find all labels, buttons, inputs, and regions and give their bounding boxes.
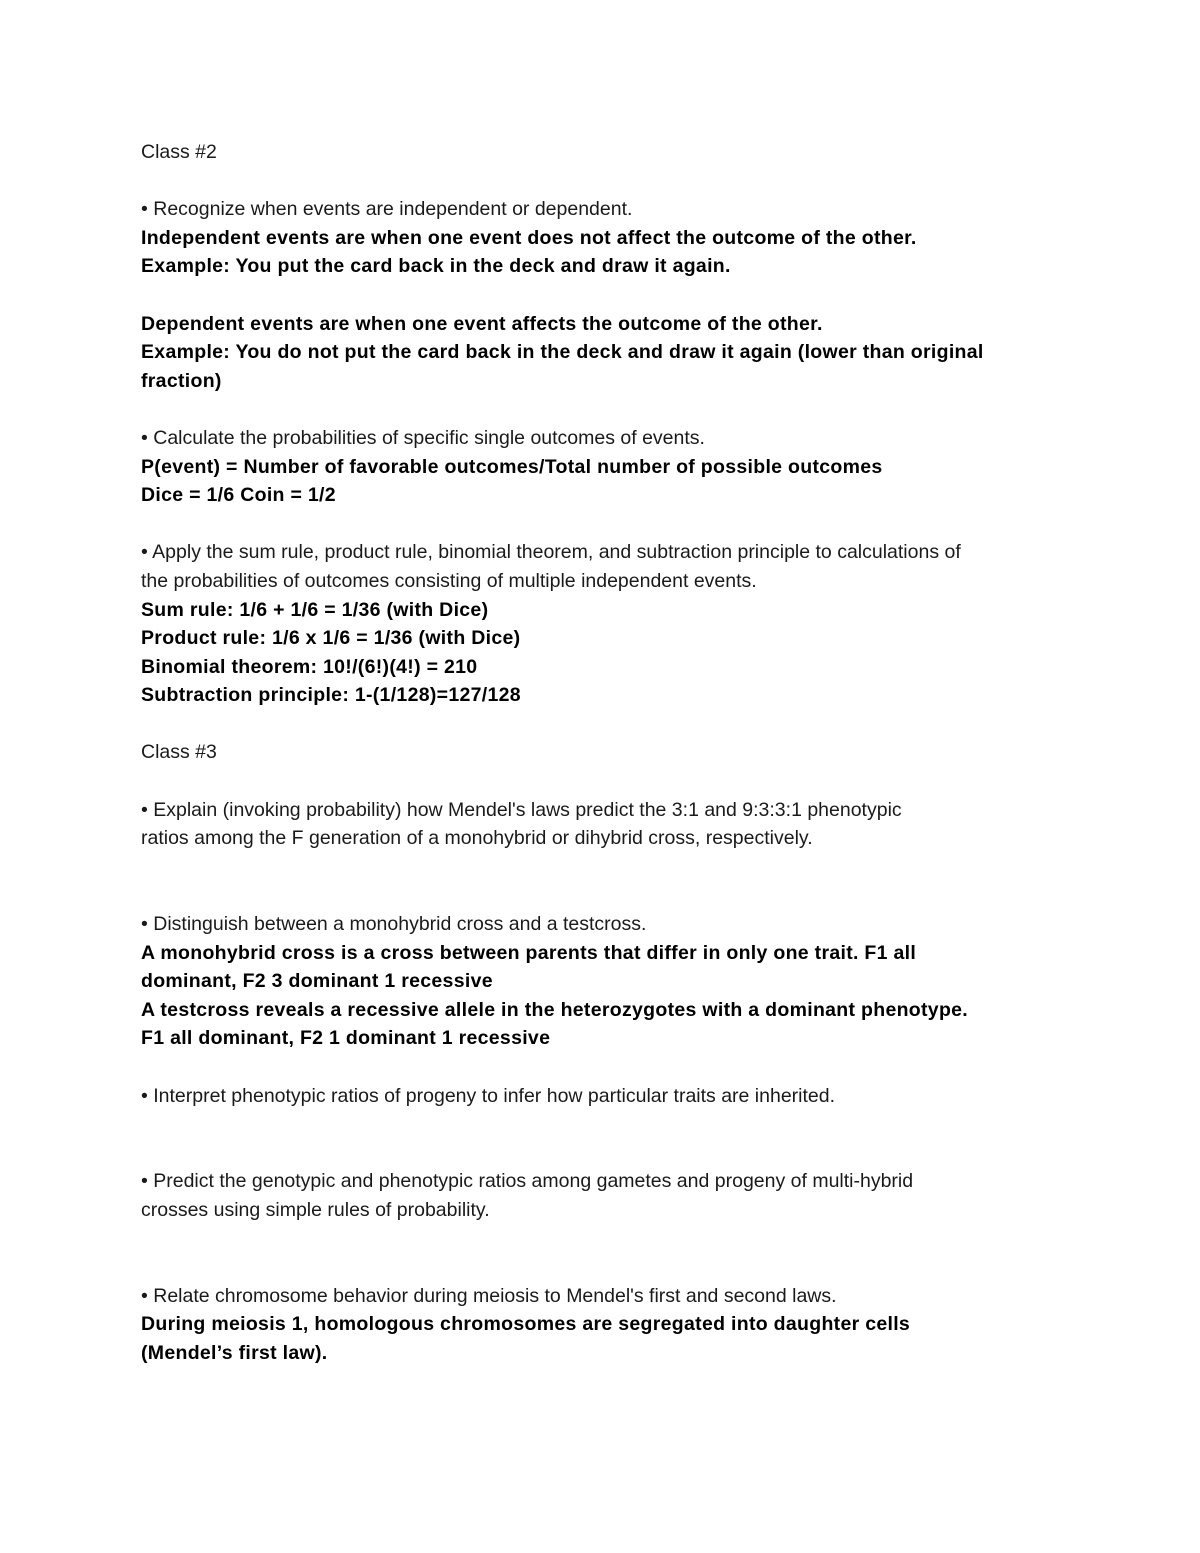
answer-text-line: A testcross reveals a recessive allele in the heterozygotes with a dominant phenotype. — [141, 998, 969, 1021]
objective-text-line: • Distinguish between a monohybrid cross and a testcross. — [141, 913, 647, 936]
answer-text-line: Example: You do not put the card back in the deck and draw it again (lower than original — [141, 341, 984, 364]
blank-line — [141, 167, 1061, 196]
answer-text-line: P(event) = Number of favorable outcomes/Total number of possible outcomes — [141, 455, 883, 478]
objective-text-line: Class #3 — [141, 741, 217, 764]
answer-text-line: F1 all dominant, F2 1 dominant 1 recessive — [141, 1027, 551, 1050]
answer-text-line: fraction) — [141, 369, 222, 392]
objective-text-line: the probabilities of outcomes consisting of multiple independent events. — [141, 569, 757, 592]
objective-text-line: • Apply the sum rule, product rule, binomial theorem, and subtraction principle to calculations of — [141, 541, 961, 564]
answer-text-line: Independent events are when one event does not affect the outcome of the other. — [141, 226, 917, 249]
blank-line — [141, 510, 1061, 539]
blank-line — [141, 1053, 1061, 1082]
answer-text-line: Example: You put the card back in the deck and draw it again. — [141, 255, 731, 278]
answer-text-line: Subtraction principle: 1-(1/128)=127/128 — [141, 684, 521, 707]
answer-text-line: Dice = 1/6 Coin = 1/2 — [141, 484, 336, 507]
answer-text-line: (Mendel’s first law). — [141, 1341, 328, 1364]
objective-text-line: • Recognize when events are independent or dependent. — [141, 198, 633, 221]
blank-line — [141, 767, 1061, 796]
document-page — [141, 138, 1061, 1368]
blank-line — [141, 1225, 1061, 1282]
objective-text-line: • Predict the genotypic and phenotypic ratios among gametes and progeny of multi-hybrid — [141, 1170, 914, 1193]
objective-text-line: • Relate chromosome behavior during meiosis to Mendel's first and second laws. — [141, 1284, 837, 1307]
objective-text-line: • Interpret phenotypic ratios of progeny to infer how particular traits are inherited. — [141, 1084, 836, 1107]
objective-text-line: crosses using simple rules of probability. — [141, 1198, 490, 1221]
objective-text-line: • Calculate the probabilities of specific single outcomes of events. — [141, 426, 705, 449]
answer-text-line: Dependent events are when one event affects the outcome of the other. — [141, 312, 823, 335]
answer-text-line: Sum rule: 1/6 + 1/6 = 1/36 (with Dice) — [141, 598, 489, 621]
blank-line — [141, 281, 1061, 310]
blank-line — [141, 395, 1061, 424]
objective-text-line: • Explain (invoking probability) how Mendel's laws predict the 3:1 and 9:3:3:1 phenotypic — [141, 798, 902, 821]
answer-text-line: dominant, F2 3 dominant 1 recessive — [141, 970, 493, 993]
answer-text-line: Binomial theorem: 10!/(6!)(4!) = 210 — [141, 655, 478, 678]
blank-line — [141, 710, 1061, 739]
answer-text-line: Product rule: 1/6 x 1/6 = 1/36 (with Dice) — [141, 627, 521, 650]
blank-line — [141, 853, 1061, 910]
answer-text-line: During meiosis 1, homologous chromosomes are segregated into daughter cells — [141, 1313, 911, 1336]
blank-line — [141, 1110, 1061, 1167]
objective-text-line: ratios among the F generation of a monohybrid or dihybrid cross, respectively. — [141, 827, 813, 850]
objective-text-line: Class #2 — [141, 141, 217, 163]
answer-text-line: A monohybrid cross is a cross between parents that differ in only one trait. F1 all — [141, 941, 917, 964]
